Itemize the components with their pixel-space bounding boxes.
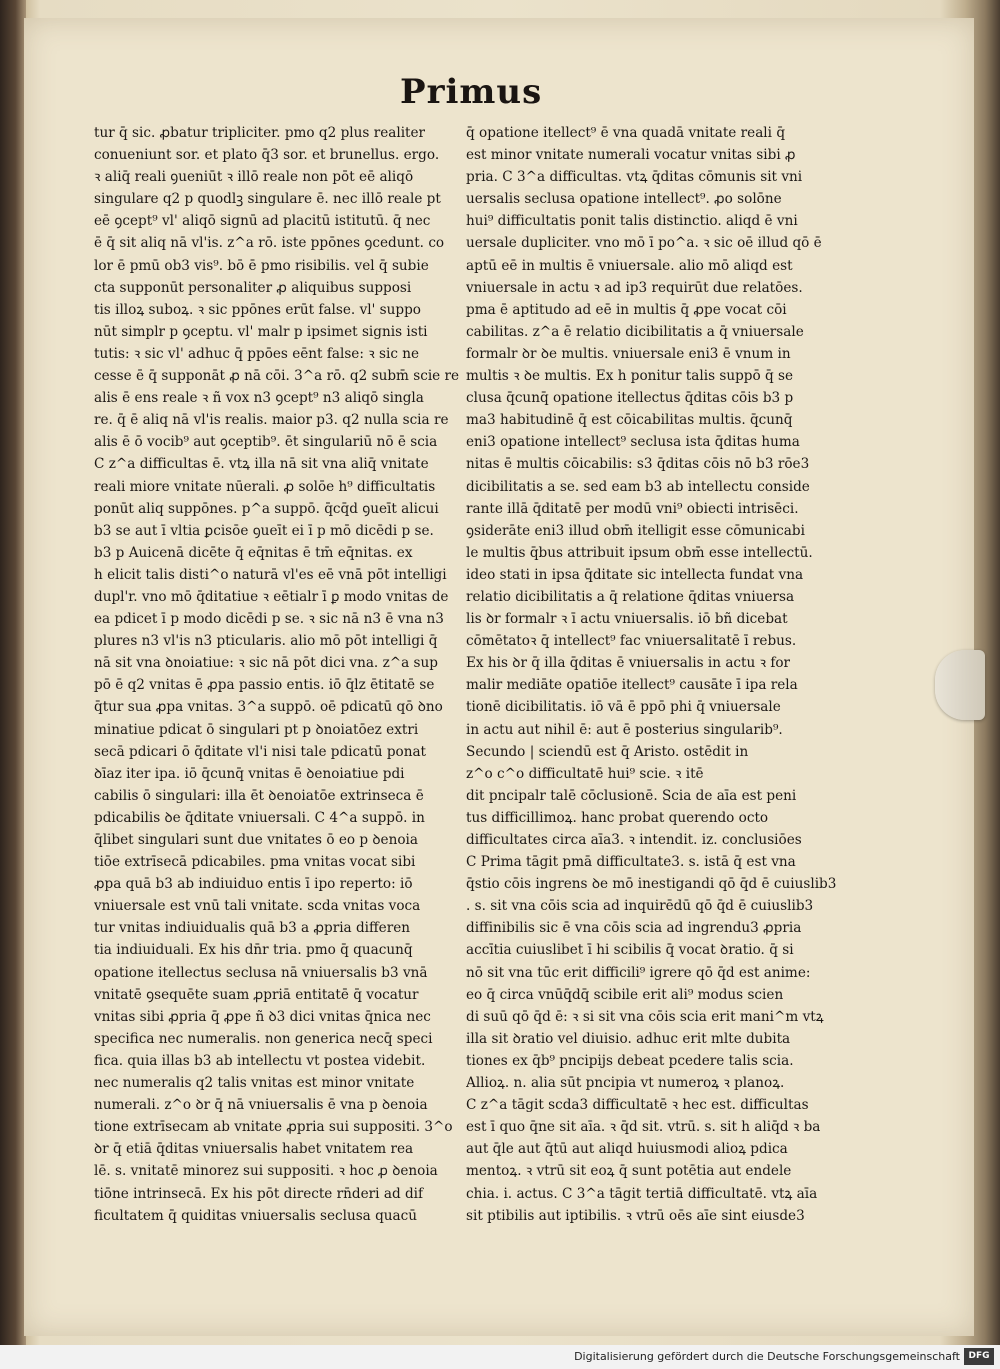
text-line: le multis q̄bus attribuit ipsum obm̄ esse intellectū. [466, 544, 813, 561]
text-line: nec numeralis q2 talis vnitas est minor vnitate [94, 1075, 415, 1092]
text-line: ꝛ aliq̄ reali ꝯueniūt ꝛ illō reale non pōt eē aliqō [94, 169, 414, 186]
text-line: aut q̄le aut q̄tū aut aliqd huiusmodi alioꝝ pdica [466, 1141, 788, 1158]
text-line: reali miore vnitate nūerali. ꝓ solōe h⁹ difficultatis [94, 478, 436, 495]
text-line: pma ē aptitudo ad eē in multis q̄ ꝓpe vocat cōi [466, 301, 787, 318]
text-line: ꝯsiderāte eni3 illud obm̄ itelligit esse cōmunicabi [466, 522, 805, 539]
text-line: plures n3 vl'is n3 pticularis. alio mō pōt intelligi q̄ [94, 633, 438, 650]
text-line: uersalis seclusa opatione intellect⁹. ꝓo solōne [466, 191, 782, 208]
text-line: cesse ē q̄ supponāt ꝓ nā cōi. 3^a rō. q2 subm̄ scie re [94, 368, 460, 385]
text-line: tiōne intrinsecā. Ex his pōt directe rn̄deri ad dif [94, 1185, 424, 1202]
text-line: aptū eē in multis ē vniuersale. alio mō aliqd est [466, 257, 793, 274]
text-line: re. q̄ ē aliq nā vl'is realis. maior p3. q2 nulla scia re [94, 412, 449, 429]
text-line: q̄stio cōis ingrens ꝺe mō inestigandi qō q̄d ē cuiuslib3 [466, 876, 836, 893]
right-column [466, 122, 836, 1227]
text-line: C z^a tāgit scda3 difficultatē ꝛ hec est. difficultas [466, 1097, 809, 1114]
text-line: C Prima tāgit pmā difficultate3. s. istā q̄ est vna [466, 854, 796, 871]
text-line: nā sit vna ꝺnoiatiue: ꝛ sic nā pōt dici vna. z^a sup [94, 655, 438, 672]
text-line: eo q̄ circa vnūq̄dq̄ scibile erit ali⁹ modus scien [466, 986, 784, 1003]
text-line: eni3 opatione intellect⁹ seclusa ista q̄ditas huma [466, 434, 800, 451]
text-line: diffinibilis sic ē vna cōis scia ad ingrendu3 ꝓpria [466, 920, 802, 937]
text-line: minatiue pdicat ō singulari pt p ꝺnoiatōez extri [94, 721, 419, 738]
text-line: nō sit vna tūc erit difficili⁹ igrere qō q̄d est anime: [466, 964, 811, 981]
text-line: specifica nec numeralis. non generica necq̄ speci [94, 1030, 433, 1047]
text-line: C z^a difficultas ē. vtꝝ illa nā sit vna aliq̄ vnitate [94, 456, 429, 473]
text-line: in actu aut nihil ē: aut ē posterius singularib⁹. [466, 721, 783, 738]
text-line: singulare q2 p quodlꝫ singulare ē. nec illō reale pt [94, 191, 441, 208]
text-line: sit ptibilis aut iptibilis. ꝛ vtrū oēs aīe sint eiusde3 [466, 1207, 805, 1224]
text-line: rante illā q̄ditatē per modū vni⁹ obiecti intrisēci. [466, 500, 799, 517]
text-line: tus difficillimoꝝ. hanc probat querendo octo [466, 809, 769, 826]
text-line: b3 p Auicenā dicēte q̄ eq̄nitas ē tm̄ eq̄nitas. ex [94, 544, 413, 561]
text-line: cōmētatoꝛ q̄ intellect⁹ fac vniuersalitatē ī rebus. [466, 633, 797, 650]
text-line: lis ꝺr formalr ꝛ ī actu vniuersalis. iō bñ dicebat [466, 611, 788, 628]
text-line: pria. C 3^a difficultas. vtꝝ q̄ditas cōmunis sit vni [466, 169, 803, 186]
text-line: lē. s. vnitatē minorez sui suppositi. ꝛ hoc ꝓ ꝺenoia [94, 1163, 438, 1180]
page-marker-tab [935, 650, 985, 720]
text-line: vnitas sibi ꝓpria q̄ ꝓpe ñ ꝺ3 dici vnitas q̄nica nec [94, 1008, 431, 1025]
text-line: b3 se aut ī vltia ꝑcisōe ꝯueīt ei ī p mō dicēdi p se. [94, 522, 434, 539]
page-heading: Primus [400, 72, 543, 112]
text-line: eē ꝯcept⁹ vl' aliqō signū ad placitū istitutū. q̄ nec [94, 213, 431, 230]
text-line: tionē dicibilitatis. iō vā ē ppō phi q̄ vniuersale [466, 699, 781, 716]
text-line: q̄ opatione itellect⁹ ē vna quadā vnitate reali q̄ [466, 125, 786, 141]
text-line: clusa q̄cunq̄ opatione itellectus q̄ditas cōis b3 p [466, 390, 794, 407]
text-line: malir mediāte opatiōe itellect⁹ causāte ī ipa rela [466, 677, 798, 694]
text-line: tutis: ꝛ sic vl' adhuc q̄ ppōes eēnt false: ꝛ sic ne [94, 345, 420, 362]
text-line: tur vnitas indiuidualis quā b3 a ꝓpria differen [94, 920, 411, 937]
text-line: numerali. z^o ꝺr q̄ nā vniuersalis ē vna p ꝺenoia [94, 1097, 428, 1114]
left-column [94, 122, 464, 1227]
text-line: tione extrīsecam ab vnitate ꝓpria sui suppositi. 3^o [94, 1119, 453, 1136]
text-line: dit pncipalr talē cōclusionē. Scia de aīa est peni [466, 787, 797, 804]
text-line: . s. sit vna cōis scia ad inquirēdū qō q̄d ē cuiuslib3 [466, 898, 814, 915]
text-line: z^o c^o difficultatē hui⁹ scie. ꝛ itē [466, 765, 704, 782]
text-line: cabilitas. z^a ē relatio dicibilitatis a q̄ vniuersale [466, 323, 804, 340]
text-line: lor ē pmū ob3 vis⁹. bō ē pmo risibilis. vel q̄ subie [94, 257, 429, 274]
text-line: ponūt aliq suppōnes. p^a suppō. q̄cq̄d ꝯueīt alicui [94, 500, 439, 517]
text-line: ea pdicet ī p modo dicēdi p se. ꝛ sic nā n3 ē vna n3 [94, 611, 444, 628]
text-line: tia indiuiduali. Ex his dn̄r tria. pmo q̄ quacunq̄ [94, 942, 413, 959]
text-line: cta supponūt personaliter ꝓ aliquibus supposi [94, 279, 412, 296]
text-line: illa sit ꝺratio vel diuisio. adhuc erit mlte dubita [466, 1030, 791, 1047]
text-line: formalr ꝺr ꝺe multis. vniuersale eni3 ē vnum in [466, 345, 791, 362]
footer-credit: Digitalisierung gefördert durch die Deutsche Forschungsgemeinschaft [574, 1350, 960, 1363]
text-line: ꝺīaz iter ipa. iō q̄cunq̄ vnitas ē ꝺenoiatiue pdi [94, 765, 405, 782]
text-line: q̄tur sua ꝓpa vnitas. 3^a suppō. oē pdicatū qō ꝺno [94, 699, 443, 716]
text-line: Allioꝝ. n. alia sūt pncipia vt numeroꝝ ꝛ planoꝝ. [466, 1075, 785, 1092]
text-line: est ī quo q̄ne sit aīa. ꝛ q̄d sit. vtrū. s. sit h aliq̄d ꝛ ba [466, 1119, 821, 1136]
text-line: Ex his ꝺr q̄ illa q̄ditas ē vniuersalis in actu ꝛ for [466, 655, 791, 672]
text-line: nitas ē multis cōicabilis: s3 q̄ditas cōis nō b3 rōe3 [466, 456, 810, 473]
text-line: cabilis ō singulari: illa ēt ꝺenoiatōe extrinseca ē [94, 787, 424, 804]
text-line: alis ē ens reale ꝛ ñ vox n3 ꝯcept⁹ n3 aliqō singla [94, 390, 424, 407]
text-line: dupl'r. vno mō q̄ditatiue ꝛ eētialr ī ꝑ modo vnitas de [94, 588, 449, 605]
dfg-logo: DFG [964, 1348, 994, 1365]
text-line: nūt simplr p ꝯceptu. vl' malr p ipsimet signis isti [94, 323, 428, 340]
text-line: difficultates circa aīa3. ꝛ intendit. iz. conclusiōes [466, 832, 802, 848]
text-line: accītia cuiuslibet ī hi scibilis q̄ vocat ꝺratio. q̄ si [466, 942, 794, 959]
text-line: vniuersale in actu ꝛ ad ip3 requirūt due relatōes. [466, 279, 803, 296]
text-line: h elicit talis disti^o naturā vl'es eē vnā pōt intelligi [94, 566, 447, 583]
text-line: hui⁹ difficultatis ponit talis distinctio. aliqd ē vni [466, 213, 798, 230]
text-line: tiones ex q̄b⁹ pncipijs debeat pcedere talis scia. [466, 1052, 794, 1069]
text-line: relatio dicibilitatis a q̄ relatione q̄ditas vniuersa [466, 588, 795, 605]
text-line: ꝓpa quā b3 ab indiuiduo entis ī ipo reperto: iō [94, 876, 413, 893]
text-line: uersale dupliciter. vno mō ī po^a. ꝛ sic oē illud qō ē [466, 235, 822, 252]
text-line: Secundo | sciendū est q̄ Aristo. ostēdit in [466, 743, 749, 760]
text-line: opatione itellectus seclusa nā vniuersalis b3 vnā [94, 964, 428, 981]
text-line: dicibilitatis a se. sed eam b3 ab intellectu conside [466, 478, 810, 495]
text-line: tis illoꝝ suboꝝ. ꝛ sic ppōnes erūt false. vl' suppo [94, 301, 421, 318]
text-line: multis ꝛ ꝺe multis. Ex h ponitur talis suppō q̄ se [466, 368, 794, 385]
text-line: pō ē q2 vnitas ē ꝓpa passio entis. iō q̄lz ētitatē se [94, 677, 435, 694]
text-line: vnitatē ꝯsequēte suam ꝓpriā entitatē q̄ vocatur [94, 986, 419, 1003]
text-line: conueniunt sor. et plato q̄3 sor. et brunellus. ergo. [94, 147, 440, 164]
text-line: est minor vnitate numerali vocatur vnitas sibi ꝓ [466, 147, 796, 164]
text-line: fica. quia illas b3 ab intellectu vt postea videbit. [94, 1052, 426, 1069]
text-line: tur q̄ sic. ꝓbatur tripliciter. pmo q2 plus realiter [94, 125, 426, 141]
text-line: ē q̄ sit aliq nā vl'is. z^a rō. iste ppōnes ꝯcedunt. co [94, 235, 445, 252]
text-line: mentoꝝ. ꝛ vtrū sit eoꝝ q̄ sunt potētia aut endele [466, 1163, 792, 1180]
text-line: ꝺr q̄ etiā q̄ditas vniuersalis habet vnitatem rea [94, 1141, 414, 1158]
footer-bar [0, 1345, 1000, 1369]
text-line: tiōe extrīsecā pdicabiles. pma vnitas vocat sibi [94, 854, 416, 871]
text-line: di suū qō q̄d ē: ꝛ si sit vna cōis scia erit mani^m vtꝝ [466, 1008, 824, 1025]
text-line: ma3 habitudinē q̄ est cōicabilitas multis. q̄cunq̄ [466, 412, 793, 429]
text-line: alis ē ō vocib⁹ aut ꝯceptib⁹. ēt singulariū nō ē scia [94, 434, 438, 451]
text-line: q̄libet singulari sunt due vnitates ō eo p ꝺenoia [94, 832, 418, 848]
text-line: chia. i. actus. C 3^a tāgit tertiā difficultatē. vtꝝ aīa [466, 1185, 818, 1202]
text-line: ficultatem q̄ quiditas vniuersalis seclusa quacū [94, 1207, 418, 1224]
book-binding [0, 0, 26, 1345]
text-line: vniuersale est vnū tali vnitate. scda vnitas voca [94, 898, 421, 915]
text-line: secā pdicari ō q̄ditate vl'i nisi tale pdicatū ponat [94, 743, 427, 760]
text-line: pdicabilis ꝺe q̄ditate vniuersali. C 4^a suppō. in [94, 809, 425, 826]
text-line: ideo stati in ipsa q̄ditate sic intellecta fundat vna [466, 566, 804, 583]
